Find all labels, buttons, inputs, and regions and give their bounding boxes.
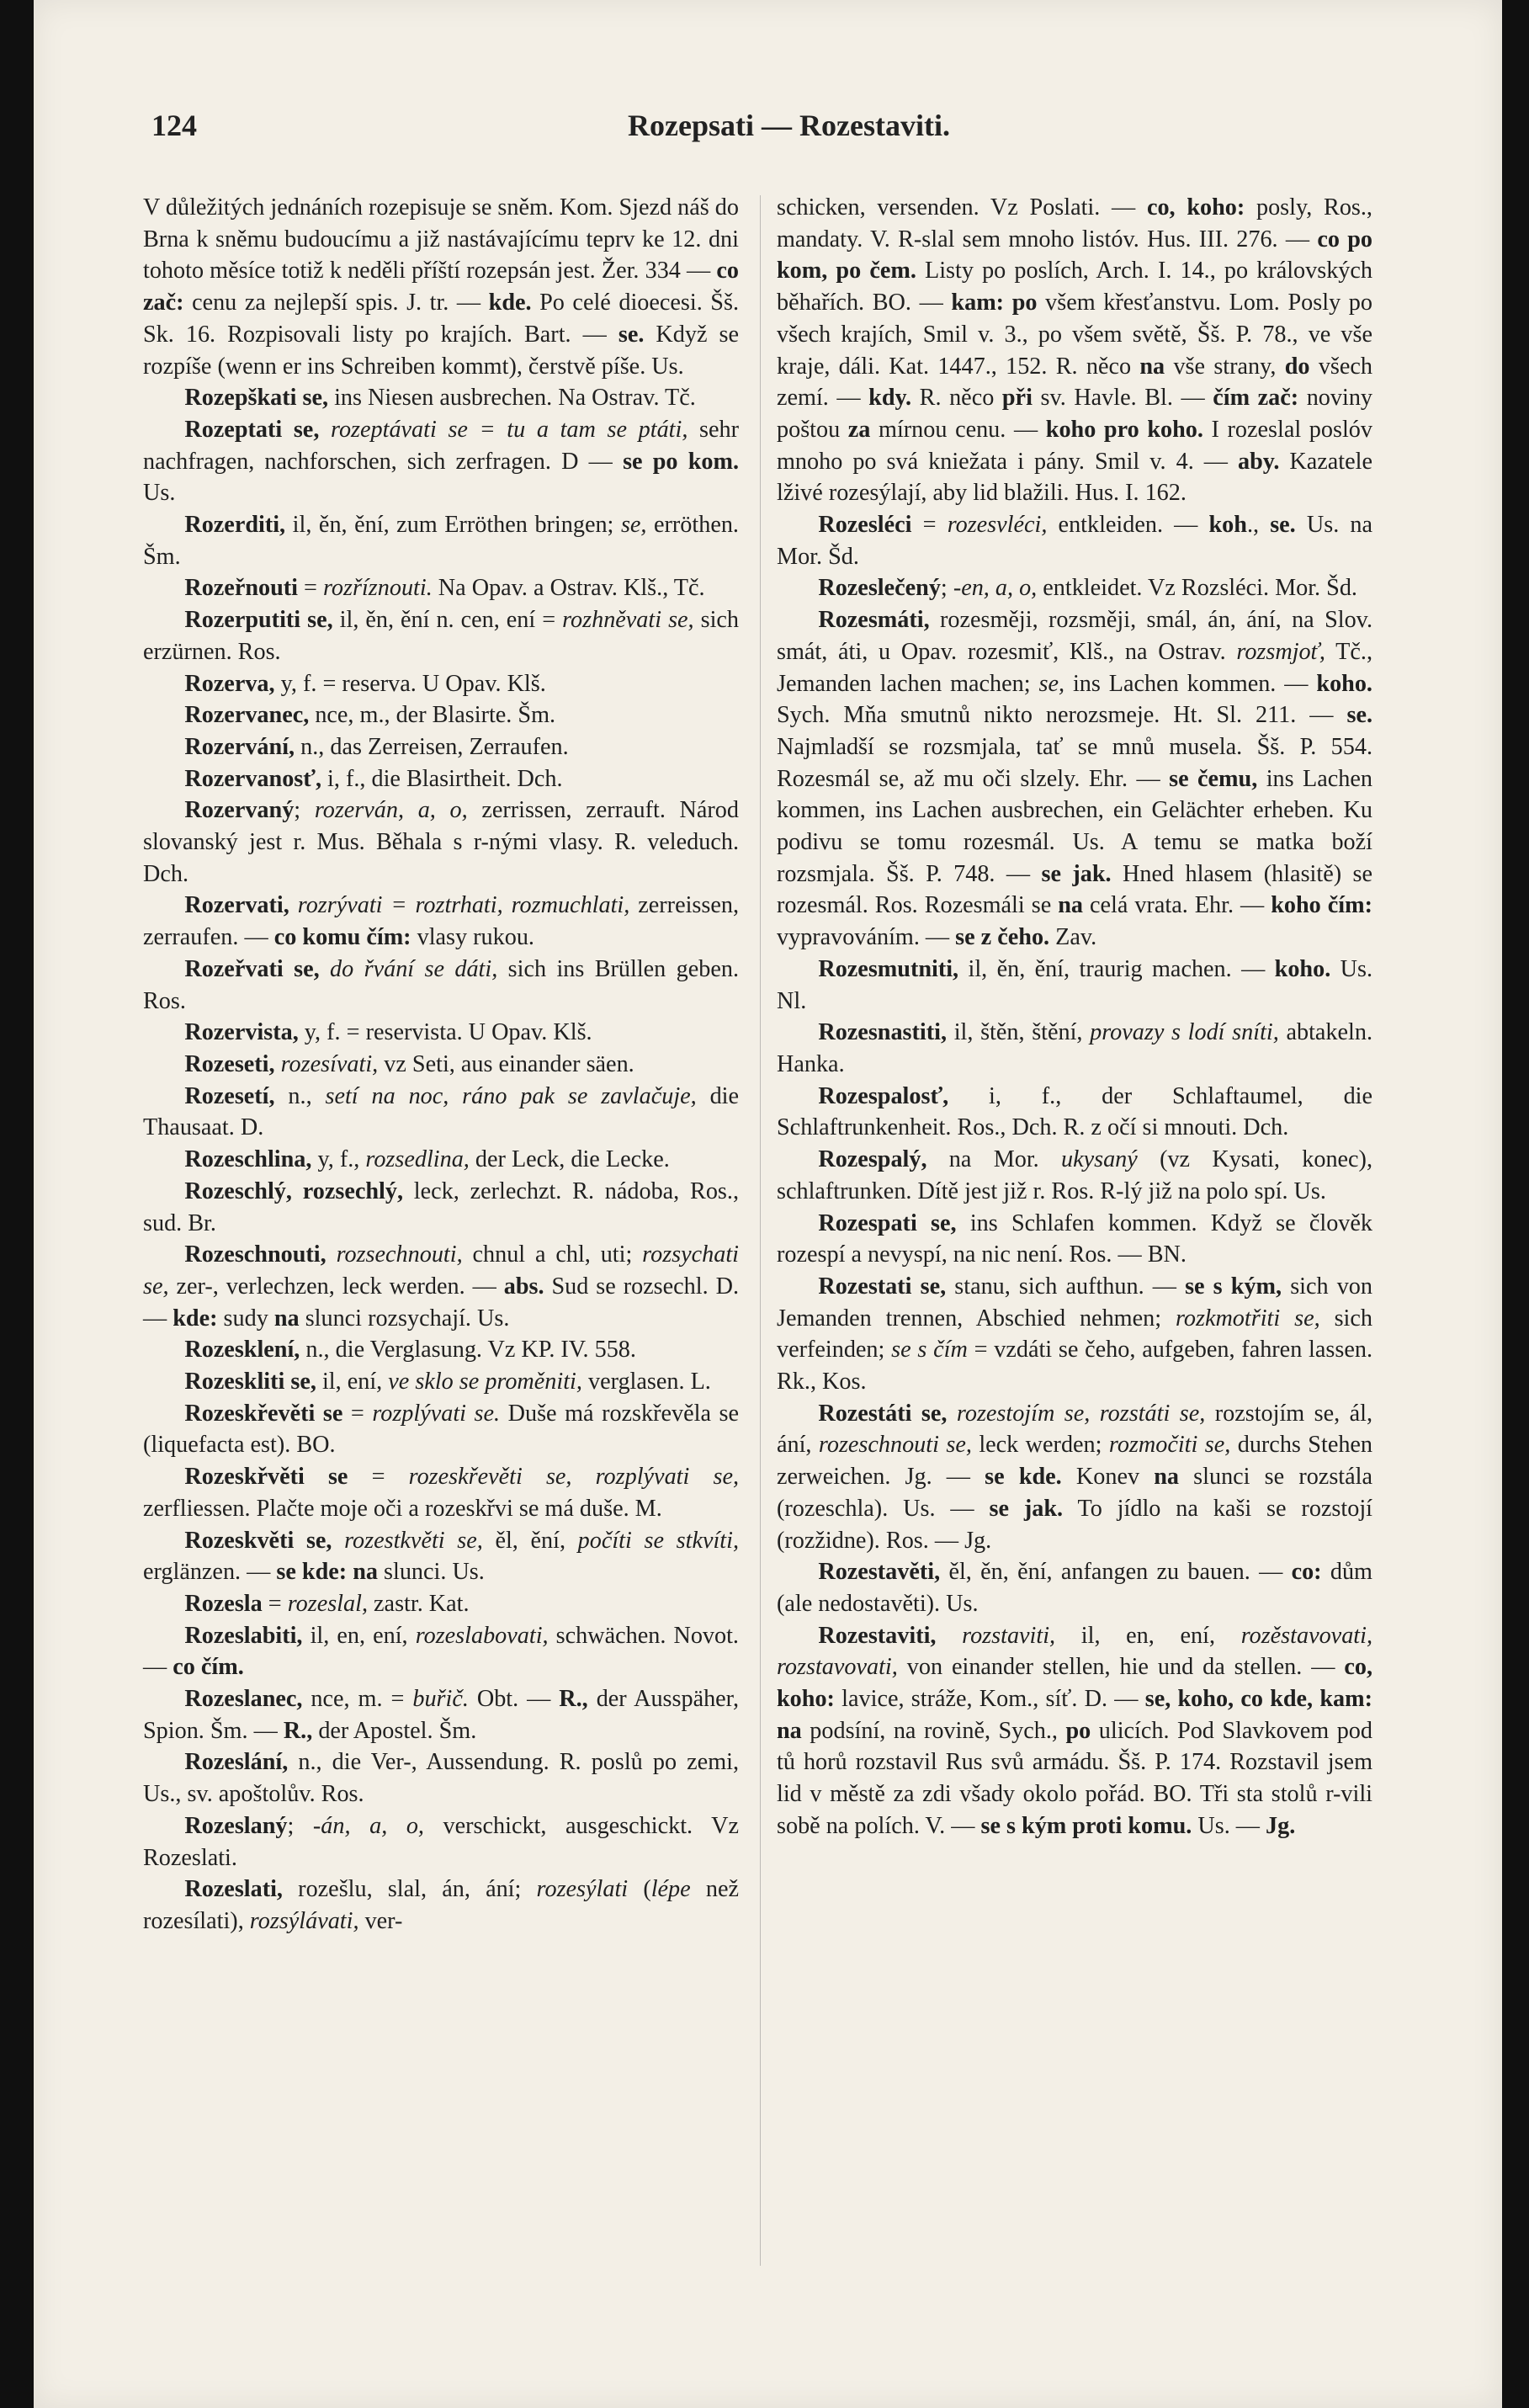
dictionary-entry: Rozeslání, n., die Ver-, Aussendung. R. poslů po zemi, Us., sv. apoštolův. Ros. — [143, 1749, 739, 1808]
dictionary-entry: Rozepškati se, ins Niesen ausbrechen. Na Ostrav. Tč. — [184, 385, 696, 412]
dictionary-entry: Rozesla = rozeslal, zastr. Kat. — [184, 1590, 470, 1617]
dictionary-entry: Rozesklení, n., die Verglasung. Vz KP. IV. 558. — [184, 1337, 636, 1363]
dictionary-entry: Rozervaný; rozerván, a, o, zerrissen, zerrauft. Národ slovanský jest r. Mus. Běhala s r-nými vlasy. R. veleduch. Dch. — [143, 797, 739, 887]
dictionary-entry: Rozeschlina, y, f., rozsedlina, der Leck, die Lecke. — [184, 1146, 670, 1173]
dictionary-entry: Rozestáti se, rozestojím se, rozstáti se, rozstojím se, ál, ání, rozeschnouti se, leck werden; rozmočiti se, durchs Stehen zerweichen. Jg. — se kde. Konev na slunci se rozstála (rozeschla). Us. — se jak. To jídlo na kaši se rozstojí (rozžidne). Ros. — Jg. — [777, 1400, 1373, 1554]
dictionary-entry: V důležitých jednáních rozepisuje se sněm. Kom. Sjezd náš do Brna k sněmu budoucímu a již nastávajícímu teprv ke 12. dni tohoto měsíce totiž k neděli příští rozepsán jest. Žer. 334 — co zač: cenu za nejlepší spis. J. tr. — kde. Po celé dioecesi. Šš. Sk. 16. Rozpisovali listy po krajích. Bart. — se. Když se rozpíše (wenn er ins Schreiben kommt), čerstvě píše. Us. — [143, 194, 739, 380]
page-number: 124 — [151, 109, 197, 142]
dictionary-entry: Rozerva, y, f. = reserva. U Opav. Klš. — [184, 670, 546, 697]
dictionary-entry: Rozeslečený; -en, a, o, entkleidet. Vz Rozsléci. Mor. Šd. — [818, 575, 1357, 602]
dictionary-entry: Rozestavěti, ěl, ěn, ění, anfangen zu bauen. — co: dům (ale nedostavěti). Us. — [777, 1559, 1372, 1617]
dictionary-entry: Rozeřvati se, do řvání se dáti, sich ins Brüllen geben. Ros. — [143, 955, 739, 1014]
dictionary-page — [34, 0, 1502, 2408]
dictionary-entry: Rozespalý, na Mor. ukysaný (vz Kysati, konec), schlaftrunken. Dítě jest již r. Ros. R-lý již na polo spí. Us. — [777, 1146, 1372, 1204]
dictionary-entry: Rozeskřevěti se = rozplývati se. Duše má rozskřevěla se (liquefacta est). BO. — [143, 1400, 739, 1459]
dictionary-entry: Rozervanec, nce, m., der Blasirte. Šm. — [184, 702, 556, 729]
dictionary-entry: Rozerditi, il, ěn, ění, zum Erröthen bringen; se, erröthen. Šm. — [143, 512, 739, 570]
dictionary-entry: Rozesléci = rozesvléci, entkleiden. — koh., se. Us. na Mor. Šd. — [777, 512, 1373, 570]
page-title: Rozepsati — Rozestaviti. — [628, 109, 950, 142]
dictionary-entry: Rozeskliti se, il, ení, ve sklo se proměniti, verglasen. L. — [184, 1369, 711, 1395]
dictionary-entry: Rozestaviti, rozstaviti, il, en, ení, rozěstavovati, rozstavovati, von einander stellen, hie und da stellen. — co, koho: lavice, stráže, Kom., síť. D. — se, koho, co kde, kam: na podsíní, na rovině, Sych., po ulicích. Pod Slavkovem pod tů horů rozstavil Rus svů armádu. Šš. P. 174. Rozstavil jsem lid v městě za zdi všady okolo pořád. BO. Tři sta stolů r-vili sobě na polích. V. — se s kým proti komu. Us. — Jg. — [777, 1622, 1372, 1839]
left-column — [143, 192, 739, 1938]
dictionary-entry: schicken, versenden. Vz Poslati. — co, koho: posly, Ros., mandaty. V. R-slal sem mnoho listóv. Hus. III. 276. — co po kom, po čem. Listy po poslích, Arch. I. 14., po královských běhařích. BO. — kam: po všem křesťanstvu. Lom. Posly po všech krajích, Smil v. 3., po všem světě, Šš. P. 78., ve vše kraje, dáli. Kat. 1447., 152. R. něco na vše strany, do všech zemí. — kdy. R. něco při sv. Havle. Bl. — čím zač: noviny poštou za mírnou cenu. — koho pro koho. I rozeslal poslóv mnoho po svá kniežata i pány. Smil v. 4. — aby. Kazatele lživé rozesýlají, aby lid blažili. Hus. I. 162. — [777, 194, 1373, 507]
dictionary-entry: Rozeslanec, nce, m. = buřič. Obt. — R., der Ausspäher, Spion. Šm. — R., der Apostel. Šm. — [143, 1686, 739, 1744]
dictionary-entry: Rozeslaný; -án, a, o, verschickt, ausgeschickt. Vz Rozeslati. — [143, 1812, 740, 1871]
dictionary-entry: Rozeskvěti se, rozestkvěti se, ěl, ění, počíti se stkvíti, erglänzen. — se kde: na slunci. Us. — [143, 1527, 740, 1586]
dictionary-entry: Rozervanosť, i, f., die Blasirtheit. Dch. — [184, 765, 563, 792]
dictionary-entry: Rozeschlý, rozsechlý, leck, zerlechzt. R. nádoba, Ros., sud. Br. — [143, 1177, 739, 1236]
dictionary-entry: Rozeseti, rozesívati, vz Seti, aus einander säen. — [184, 1050, 634, 1077]
dictionary-entry: Rozeřnouti = rozříznouti. Na Opav. a Ostrav. Klš., Tč. — [184, 575, 705, 602]
column-divider — [760, 195, 761, 2266]
dictionary-entry: Rozesmáti, rozesměji, rozsměji, smál, án, ání, na Slov. smát, áti, u Opav. rozesmiť, Klš., na Ostrav. rozsmjoť, Tč., Jemanden lachen machen; se, ins Lachen kommen. — koho. Sych. Mňa smutnů nikto nerozsmeje. Ht. Sl. 211. — se. Najmladší se rozsmjala, tať se mnů musela. Šš. P. 554. Rozesmál se, až mu oči slzely. Ehr. — se čemu, ins Lachen kommen, ins Lachen ausbrechen, ein Gelächter erheben. Ku podivu se tomu rozesmál. Us. A temu se matka boží rozsmjala. Šš. P. 748. — se jak. Hned hlasem (hlasitě) se rozesmál. Ros. Rozesmáli se na celá vrata. Ehr. — koho čím: vypravováním. — se z čeho. Zav. — [777, 607, 1373, 951]
dictionary-entry: Rozervati, rozrývati = roztrhati, rozmuchlati, zerreissen, zerraufen. — co komu čím: vlasy rukou. — [143, 892, 739, 951]
dictionary-entry: Rozestati se, stanu, sich aufthun. — se s kým, sich von Jemanden trennen, Abschied nehmen; rozkmotřiti se, sich verfeinden; se s čím = vzdáti se čeho, aufgeben, fahren lassen. Rk., Kos. — [777, 1273, 1372, 1395]
right-column — [777, 192, 1372, 1842]
dictionary-entry: Rozeschnouti, rozsechnouti, chnul a chl, uti; rozsychati se, zer-, verlechzen, leck werden. — abs. Sud se rozsechl. D. — kde: sudy na slunci rozsychají. Us. — [143, 1241, 739, 1332]
dictionary-entry: Rozeslabiti, il, en, ení, rozeslabovati, schwächen. Novot. — co čím. — [143, 1622, 739, 1681]
dictionary-entry: Rozerputiti se, il, ěn, ění n. cen, ení = rozhněvati se, sich erzürnen. Ros. — [143, 607, 740, 665]
dictionary-entry: Rozesmutniti, il, ěn, ění, traurig machen. — koho. Us. Nl. — [777, 955, 1373, 1014]
dictionary-entry: Rozervista, y, f. = reservista. U Opav. Klš. — [184, 1019, 592, 1046]
dictionary-entry: Rozervání, n., das Zerreisen, Zerraufen. — [184, 733, 569, 760]
dictionary-entry: Rozespalosť, i, f., der Schlaftaumel, die Schlaftrunkenheit. Ros., Dch. R. z očí si mnouti. Dch. — [777, 1082, 1372, 1141]
dictionary-entry: Rozeptati se, rozeptávati se = tu a tam se ptáti, sehr nachfragen, nachforschen, sich zerfragen. D — se po kom. Us. — [143, 416, 740, 507]
dictionary-entry: Rozespati se, ins Schlafen kommen. Když se člověk rozespí a nevyspí, na nic není. Ros. — BN. — [777, 1209, 1372, 1268]
dictionary-entry: Rozeslati, rozešlu, slal, án, ání; rozesýlati (lépe než rozesílati), rozsýlávati, ver- — [143, 1876, 739, 1934]
dictionary-entry: Rozeskřvěti se = rozeskřevěti se, rozplývati se, zerfliessen. Plačte moje oči a rozeskřvi se má duše. M. — [143, 1464, 740, 1522]
dictionary-entry: Rozesetí, n., setí na noc, ráno pak se zavlačuje, die Thausaat. D. — [143, 1082, 740, 1141]
dictionary-entry: Rozesnastiti, il, štěn, štění, provazy s lodí sníti, abtakeln. Hanka. — [777, 1019, 1372, 1077]
page-header — [151, 108, 1426, 158]
